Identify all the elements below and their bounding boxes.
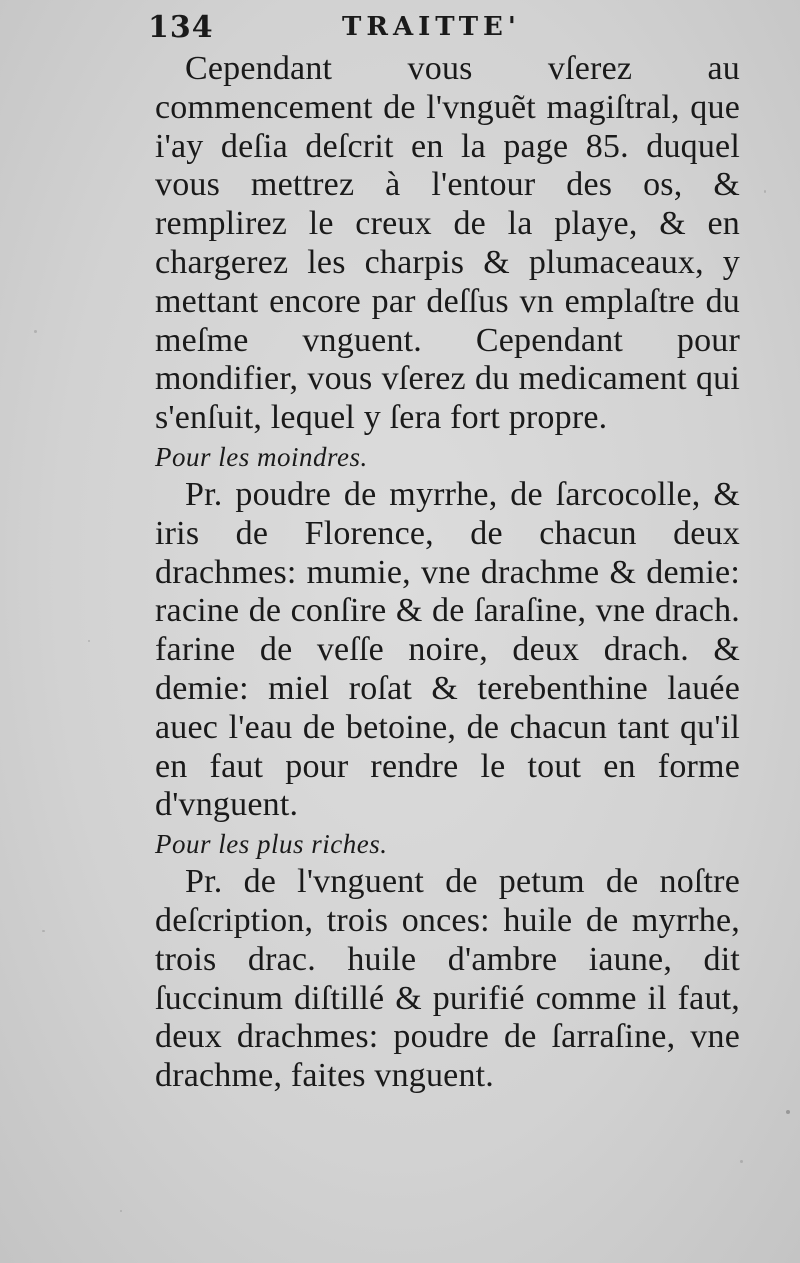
paper-speck	[34, 330, 37, 333]
paper-speck	[120, 1210, 122, 1212]
subheading-riches: Pour les plus riches.	[155, 829, 388, 860]
running-head: TRAITTE'	[342, 12, 521, 42]
page-header	[148, 10, 588, 50]
paper-speck	[88, 640, 90, 642]
paper-speck	[764, 190, 766, 193]
paper-speck	[786, 1110, 790, 1114]
paragraph-intro: Cependant vous vſerez au commencement de l'vnguẽt magiſtral, que i'ay deſia deſcrit en la page 85. duquel vous mettrez à l'entour des os, & remplirez le creux de la playe, & en chargerez les charpis & plumaceaux, y mettant encore par deſſus vn emplaſtre du meſme vnguent. Cependant pour mondifier, vous vſerez du medicament qui s'enſuit, lequel y ſera fort propre.	[155, 50, 740, 437]
recipe-riches: Pr. de l'vnguent de petum de noſtre deſcription, trois onces: huile de myrrhe, trois drac. huile d'ambre iaune, dit ſuccinum diſtillé & purifié comme il faut, deux drachmes: poudre de ſarraſine, vne drachme, faites vnguent.	[155, 863, 740, 1095]
recipe-moindres: Pr. poudre de myrrhe, de ſarcocolle, & iris de Florence, de chacun deux drachmes: mumie, vne drachme & demie: racine de conſire & de ſaraſine, vne drach. farine de veſſe noire, deux drach. & demie: miel roſat & terebenthine lauée auec l'eau de betoine, de chacun tant qu'il en faut pour rendre le tout en forme d'vnguent.	[155, 475, 740, 824]
paper-speck	[42, 930, 45, 932]
subheading-moindres: Pour les moindres.	[155, 441, 368, 472]
page-number: 134	[148, 10, 214, 45]
paper-speck	[740, 1160, 743, 1163]
page-body	[155, 50, 740, 1096]
